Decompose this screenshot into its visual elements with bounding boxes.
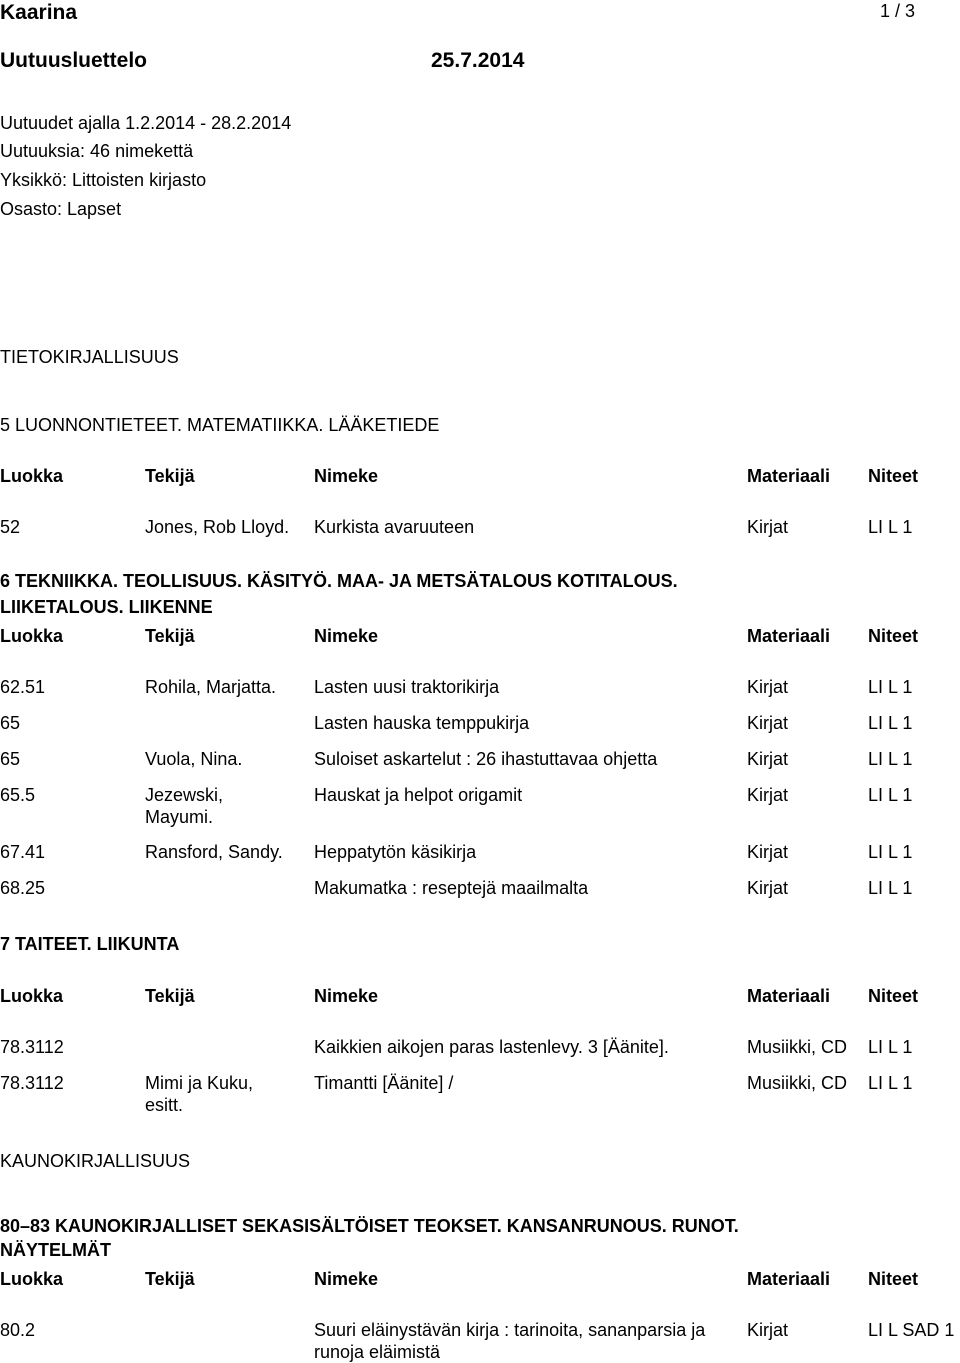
column-header: Tekijä (145, 1269, 195, 1289)
column-header: Niteet (868, 626, 919, 646)
title-cell: Kaikkien aikojen paras lastenlevy. 3 [Äänite]. (314, 1037, 669, 1057)
column-header: Nimeke (314, 986, 379, 1006)
column-header: Tekijä (145, 986, 195, 1006)
author-cell: Jezewski, Mayumi. (145, 785, 224, 827)
copies-cell: LI L 1 (868, 677, 913, 697)
title-cell: Timantti [Äänite] / (314, 1073, 454, 1093)
title-cell: Hauskat ja helpot origamit (314, 785, 523, 805)
column-header: Luokka (0, 466, 64, 486)
column-header: Tekijä (145, 626, 195, 646)
author-cell: Ransford, Sandy. (145, 842, 283, 862)
title-cell: Suuri eläinystävän kirja : tarinoita, sananparsia ja runoja eläimistä (314, 1320, 706, 1362)
title-cell: Suloiset askartelut : 26 ihastuttavaa ohjetta (314, 749, 658, 769)
material-cell: Kirjat (747, 749, 789, 769)
class-cell: 67.41 (0, 842, 46, 862)
copies-cell: LI L 1 (868, 749, 913, 769)
title-cell: Kurkista avaruuteen (314, 517, 475, 537)
title-cell: Lasten uusi traktorikirja (314, 677, 500, 697)
material-cell: Musiikki, CD (747, 1037, 848, 1057)
copies-cell: LI L 1 (868, 785, 913, 805)
category-heading: KAUNOKIRJALLISUUS (0, 1151, 191, 1171)
material-cell: Kirjat (747, 713, 789, 733)
section-heading: 5 LUONNONTIETEET. MATEMATIIKKA. LÄÄKETIEDE (0, 415, 440, 435)
column-header: Nimeke (314, 1269, 379, 1289)
copies-cell: LI L 1 (868, 517, 913, 537)
author-cell: Vuola, Nina. (145, 749, 243, 769)
section-heading: 6 TEKNIIKKA. TEOLLISUUS. KÄSITYÖ. MAA- JA METSÄTALOUS KOTITALOUS. (0, 571, 678, 591)
class-cell: 52 (0, 517, 21, 537)
title-cell: Lasten hauska temppukirja (314, 713, 530, 733)
class-cell: 78.3112 (0, 1037, 64, 1057)
column-header: Niteet (868, 1269, 919, 1289)
author-cell: Jones, Rob Lloyd. (145, 517, 290, 537)
copies-cell: LI L 1 (868, 842, 913, 862)
column-header: Nimeke (314, 466, 379, 486)
author-cell: Rohila, Marjatta. (145, 677, 277, 697)
count-text: Uutuuksia: 46 nimekettä (0, 141, 194, 161)
material-cell: Kirjat (747, 1320, 789, 1340)
class-cell: 65 (0, 713, 21, 733)
author-name: Kaarina (0, 1, 78, 24)
period-text: Uutuudet ajalla 1.2.2014 - 28.2.2014 (0, 113, 292, 133)
section-heading: LIIKETALOUS. LIIKENNE (0, 597, 213, 617)
unit-text: Yksikkö: Littoisten kirjasto (0, 170, 207, 190)
page-title: Uutuusluettelo (0, 49, 147, 72)
title-cell: Makumatka : reseptejä maailmalta (314, 878, 589, 898)
copies-cell: LI L 1 (868, 1073, 913, 1093)
department-text: Osasto: Lapset (0, 199, 122, 219)
class-cell: 78.3112 (0, 1073, 64, 1093)
column-header: Materiaali (747, 626, 831, 646)
section-heading: 80–83 KAUNOKIRJALLISET SEKASISÄLTÖISET TEOKSET. KANSANRUNOUS. RUNOT. (0, 1216, 739, 1236)
column-header: Nimeke (314, 626, 379, 646)
class-cell: 65.5 (0, 785, 36, 805)
column-header: Luokka (0, 626, 64, 646)
column-header: Luokka (0, 986, 64, 1006)
column-header: Materiaali (747, 986, 831, 1006)
class-cell: 62.51 (0, 677, 46, 697)
column-header: Materiaali (747, 466, 831, 486)
column-header: Tekijä (145, 466, 195, 486)
copies-cell: LI L 1 (868, 878, 913, 898)
material-cell: Kirjat (747, 878, 789, 898)
author-cell: Mimi ja Kuku, esitt. (145, 1073, 254, 1115)
material-cell: Musiikki, CD (747, 1073, 848, 1093)
page-number: 1 / 3 (880, 1, 916, 21)
class-cell: 68.25 (0, 878, 46, 898)
section-heading: NÄYTELMÄT (0, 1240, 111, 1260)
category-heading: TIETOKIRJALLISUUS (0, 347, 179, 367)
title-cell: Heppatytön käsikirja (314, 842, 477, 862)
column-header: Niteet (868, 986, 919, 1006)
material-cell: Kirjat (747, 517, 789, 537)
copies-cell: LI L SAD 1 (868, 1320, 955, 1340)
list-date: 25.7.2014 (431, 49, 525, 72)
copies-cell: LI L 1 (868, 1037, 913, 1057)
column-header: Niteet (868, 466, 919, 486)
class-cell: 65 (0, 749, 21, 769)
section-heading: 7 TAITEET. LIIKUNTA (0, 934, 180, 954)
class-cell: 80.2 (0, 1320, 36, 1340)
material-cell: Kirjat (747, 677, 789, 697)
column-header: Luokka (0, 1269, 64, 1289)
column-header: Materiaali (747, 1269, 831, 1289)
material-cell: Kirjat (747, 842, 789, 862)
copies-cell: LI L 1 (868, 713, 913, 733)
material-cell: Kirjat (747, 785, 789, 805)
